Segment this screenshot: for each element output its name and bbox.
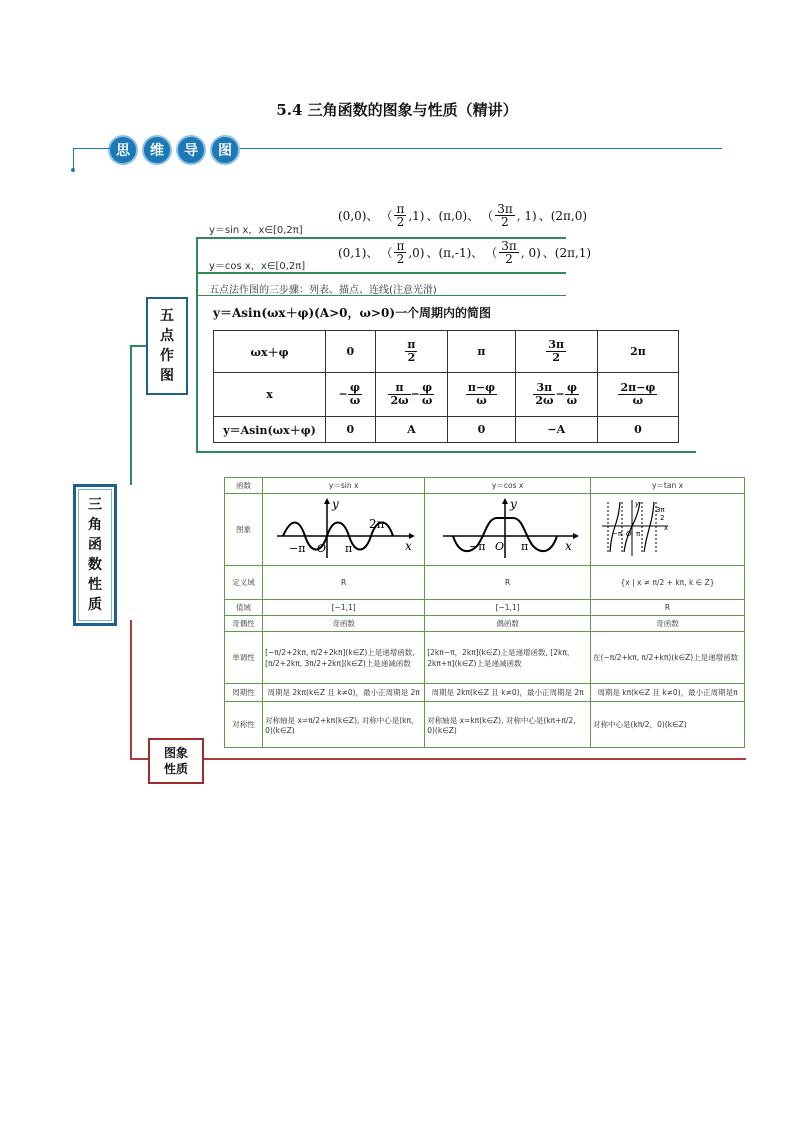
cell: x — [214, 373, 326, 417]
fraction — [495, 203, 515, 228]
sin-graph-cell — [263, 494, 425, 566]
tick-label: −π — [468, 539, 486, 553]
tan-graph — [598, 496, 738, 562]
cell: $\frac{\pi}{2\omega}$ − $\frac{\varphi}{\omega}$ — [375, 373, 448, 417]
point-text: 、(π,-1)、 — [426, 246, 484, 260]
point-text: (0,0)、 — [338, 209, 379, 223]
fraction — [499, 240, 519, 265]
node-char: 五 — [160, 308, 174, 324]
root-char: 三 — [88, 497, 102, 513]
sin-five-points — [338, 203, 587, 228]
cell: 0 — [597, 417, 678, 443]
numerator: 3π — [497, 202, 513, 216]
point-text: 、(2π,0) — [538, 209, 588, 223]
root-char: 函 — [88, 537, 102, 553]
cell: y＝Asin(ωx＋φ) — [214, 417, 326, 443]
header-cell: y＝cos x — [425, 478, 591, 494]
cell: $\frac{\pi}{2}$ — [375, 331, 448, 373]
cell: 奇函数 — [591, 616, 745, 632]
row-label: 图象 — [225, 494, 263, 566]
cell: 0 — [326, 417, 375, 443]
node-text: 图象 — [163, 746, 188, 760]
connector — [200, 758, 746, 760]
denominator: 2 — [501, 215, 509, 229]
banner-char: 维 — [142, 135, 172, 165]
sin-graph — [269, 496, 419, 562]
connector — [130, 620, 132, 760]
row-label: 周期性 — [225, 684, 263, 702]
cell: 在(−π/2+kπ, π/2+kπ)(k∈Z)上是递增函数 — [591, 632, 745, 684]
cell: ωx＋φ — [214, 331, 326, 373]
point-text: , 1) — [516, 208, 537, 223]
node-text: 性质 — [163, 762, 188, 776]
point-text: （ — [485, 246, 498, 260]
banner-char: 思 — [108, 135, 138, 165]
page-title: 5.4 三角函数的图象与性质（精讲） — [276, 101, 518, 119]
tick-label: π — [344, 541, 352, 555]
branch-line — [196, 237, 198, 452]
root-node — [73, 484, 117, 626]
tick-label: −π — [611, 529, 622, 538]
cell: 对称中心是(kπ/2，0)(k∈Z) — [591, 702, 745, 748]
point-text: ,0) — [408, 245, 425, 260]
banner-char: 图 — [210, 135, 240, 165]
axis-label: y — [331, 496, 339, 511]
five-point-table — [213, 330, 679, 443]
cell: π — [448, 331, 515, 373]
root-char: 角 — [88, 517, 102, 533]
tick-label: 2 — [659, 513, 664, 522]
tick-label: π — [635, 529, 640, 538]
numerator: 3π — [501, 239, 517, 253]
root-char: 质 — [88, 597, 102, 613]
cell: 奇函数 — [263, 616, 425, 632]
node-char: 作 — [160, 348, 174, 364]
node-char: 点 — [160, 328, 174, 344]
axis-label: x — [564, 538, 572, 553]
cell: A — [375, 417, 448, 443]
branch-line — [196, 272, 566, 274]
banner-hook — [73, 148, 110, 171]
five-point-node — [146, 297, 188, 395]
cell: 对称轴是 x=kπ(k∈Z), 对称中心是(kπ+π/2，0)(k∈Z) — [425, 702, 591, 748]
cell: 对称轴是 x=π/2+kπ(k∈Z), 对称中心是(kπ，0)(k∈Z) — [263, 702, 425, 748]
point-text: （ — [481, 209, 494, 223]
row-label: 定义域 — [225, 566, 263, 600]
tick-label: 2π — [368, 516, 385, 531]
fraction — [394, 240, 406, 265]
origin-label: O — [316, 541, 326, 555]
cell: R — [591, 600, 745, 616]
axis-label: y — [509, 496, 517, 511]
tick-label: −π — [288, 541, 306, 555]
banner-dot — [71, 168, 75, 172]
connector — [130, 345, 132, 485]
fraction — [394, 203, 406, 228]
cos-graph — [433, 496, 583, 562]
cell: −A — [515, 417, 597, 443]
point-text: ,1) — [408, 208, 425, 223]
banner-rule — [240, 148, 722, 149]
cell: 周期是 2kπ(k∈Z 且 k≠0)，最小正周期是 2π — [425, 684, 591, 702]
branch-line — [196, 451, 696, 453]
axis-label: y — [634, 499, 639, 508]
root-char: 性 — [88, 577, 102, 593]
numerator: π — [396, 239, 405, 253]
denominator: 2 — [396, 252, 405, 266]
row-label: 对称性 — [225, 702, 263, 748]
axis-label: x — [404, 538, 412, 553]
cell: [−1,1] — [263, 600, 425, 616]
root-char: 数 — [88, 557, 102, 573]
point-text: , 0) — [520, 245, 541, 260]
cell: [2kπ−π，2kπ](k∈Z)上是递增函数, [2kπ，2kπ+π](k∈Z)上是递减函数 — [425, 632, 591, 684]
cell: $\frac{\pi-\varphi}{\omega}$ — [448, 373, 515, 417]
cos-graph-cell — [425, 494, 591, 566]
cos-domain-label: y＝cos x，x∈[0,2π] — [209, 261, 306, 272]
property-table — [224, 477, 745, 748]
table-caption: y＝Asin(ωx＋φ)(A>0，ω>0)一个周期内的简图 — [213, 306, 492, 320]
banner-char: 导 — [176, 135, 206, 165]
origin-label: O — [494, 539, 504, 553]
tick-label: 3π — [655, 505, 665, 514]
point-text: (0,1)、 — [338, 246, 379, 260]
three-steps-text: 五点法作图的三步骤：列表、描点、连线(注意光滑) — [209, 285, 437, 296]
cell: [−1,1] — [425, 600, 591, 616]
cell: 2π — [597, 331, 678, 373]
point-text: （ — [380, 209, 393, 223]
row-label: 单调性 — [225, 632, 263, 684]
axis-label: x — [663, 523, 668, 532]
cell: $\frac{3\pi}{2\omega}$ − $\frac{\varphi}{\omega}$ — [515, 373, 597, 417]
sin-domain-label: y＝sin x，x∈[0,2π] — [209, 225, 303, 236]
point-text: 、(π,0)、 — [426, 209, 480, 223]
row-label: 奇偶性 — [225, 616, 263, 632]
connector — [130, 758, 148, 760]
origin-label: O — [625, 529, 632, 538]
cell: 偶函数 — [425, 616, 591, 632]
row-label: 值域 — [225, 600, 263, 616]
cell: 0 — [326, 331, 375, 373]
point-text: 、(2π,1) — [542, 246, 592, 260]
node-char: 图 — [160, 368, 174, 384]
cell: $\frac{3\pi}{2}$ — [515, 331, 597, 373]
header-cell: y＝sin x — [263, 478, 425, 494]
denominator: 2 — [396, 215, 405, 229]
cell: $\frac{2\pi-\varphi}{\omega}$ — [597, 373, 678, 417]
denominator: 2 — [505, 252, 513, 266]
cell: 周期是 kπ(k∈Z 且 k≠0)，最小正周期是π — [591, 684, 745, 702]
cell: − $\frac{\varphi}{\omega}$ — [326, 373, 375, 417]
cell: {x | x ≠ π/2 + kπ, k ∈ Z} — [591, 566, 745, 600]
mind-map-banner — [108, 135, 240, 165]
tan-graph-cell — [591, 494, 745, 566]
cell: 0 — [448, 417, 515, 443]
cell: 周期是 2kπ(k∈Z 且 k≠0)，最小正周期是 2π — [263, 684, 425, 702]
cell: R — [263, 566, 425, 600]
cell: [−π/2+2kπ, π/2+2kπ](k∈Z)上是递增函数, [π/2+2kπ, 3π/2+2kπ](k∈Z)上是递减函数 — [263, 632, 425, 684]
point-text: （ — [380, 246, 393, 260]
header-cell: 函数 — [225, 478, 263, 494]
tick-label: π — [520, 539, 528, 553]
numerator: π — [396, 202, 405, 216]
header-cell: y＝tan x — [591, 478, 745, 494]
graph-property-node — [148, 738, 204, 784]
cell: R — [425, 566, 591, 600]
cos-five-points — [338, 240, 591, 265]
